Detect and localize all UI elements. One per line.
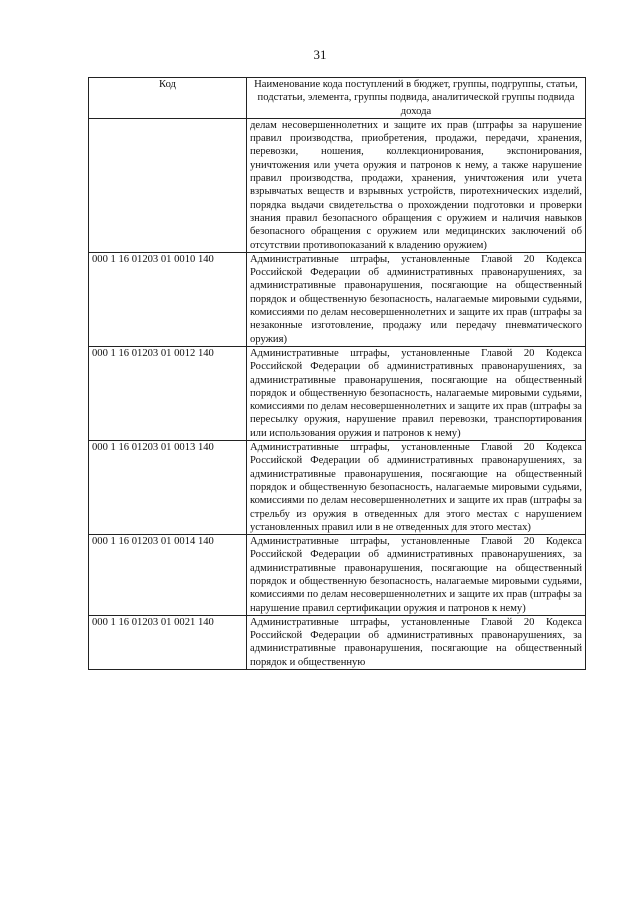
row-code: 000 1 16 01203 01 0010 140 [89, 252, 247, 346]
row-code: 000 1 16 01203 01 0021 140 [89, 615, 247, 669]
row-code: 000 1 16 01203 01 0012 140 [89, 346, 247, 440]
row-description: Административные штрафы, установленные Главой 20 Кодекса Российской Федерации об административных правонарушениях, за административные правонарушения, посягающие на общественный порядок и общественную [247, 615, 586, 669]
table-row [89, 441, 586, 535]
header-name: Наименование кода поступлений в бюджет, группы, подгруппы, статьи, подстатьи, элемента, группы подвида, аналитической группы подвида дохода [247, 78, 586, 119]
table-row [89, 535, 586, 616]
row-description: Административные штрафы, установленные Главой 20 Кодекса Российской Федерации об административных правонарушениях, за административные правонарушения, посягающие на общественный порядок и общественную безопасность, налагаемые мировыми судьями, комиссиями по делам несовершеннолетних и защите их прав (штрафы за пересылку оружия, нарушение правил перевозки, транспортирования или использования оружия и патронов к нему) [247, 346, 586, 440]
table-row [89, 346, 586, 440]
table-header-row [89, 78, 586, 119]
row-description: делам несовершеннолетних и защите их прав (штрафы за нарушение правил производства, приобретения, продажи, передачи, хранения, перевозки, ношения, коллекционирования, экспонирования, уничтожения или учета оружия и патронов к нему, а также нарушение правил производства, продажи, хранения, уничтожения или учета взрывчатых веществ и взрывных устройств, пиротехнических изделий, порядка выдачи свидетельства о прохождении подготовки и проверки знания правил безопасного обращения с оружием и наличия навыков безопасного обращения с оружием или медицинских заключений об отсутствии противопоказаний к владению оружием) [247, 118, 586, 252]
row-description: Административные штрафы, установленные Главой 20 Кодекса Российской Федерации об административных правонарушениях, за административные правонарушения, посягающие на общественный порядок и общественную безопасность, налагаемые мировыми судьями, комиссиями по делам несовершеннолетних и защите их прав (штрафы за стрельбу из оружия в отведенных для этого местах с нарушением установленных правил или в не отведенных для этого местах) [247, 441, 586, 535]
page-number: 31 [313, 47, 327, 62]
table-row [89, 615, 586, 669]
row-code: 000 1 16 01203 01 0014 140 [89, 535, 247, 616]
table-row [89, 252, 586, 346]
row-code: 000 1 16 01203 01 0013 140 [89, 441, 247, 535]
row-description: Административные штрафы, установленные Главой 20 Кодекса Российской Федерации об административных правонарушениях, за административные правонарушения, посягающие на общественный порядок и общественную безопасность, налагаемые мировыми судьями, комиссиями по делам несовершеннолетних и защите их прав (штрафы за незаконные изготовление, продажу или передачу пневматического оружия) [247, 252, 586, 346]
header-code: Код [89, 78, 247, 119]
table-row [89, 118, 586, 252]
revenue-codes-table [88, 77, 586, 670]
row-description: Административные штрафы, установленные Главой 20 Кодекса Российской Федерации об административных правонарушениях, за административные правонарушения, посягающие на общественный порядок и общественную безопасность, налагаемые мировыми судьями, комиссиями по делам несовершеннолетних и защите их прав (штрафы за нарушение правил сертификации оружия и патронов к нему) [247, 535, 586, 616]
row-code [89, 118, 247, 252]
